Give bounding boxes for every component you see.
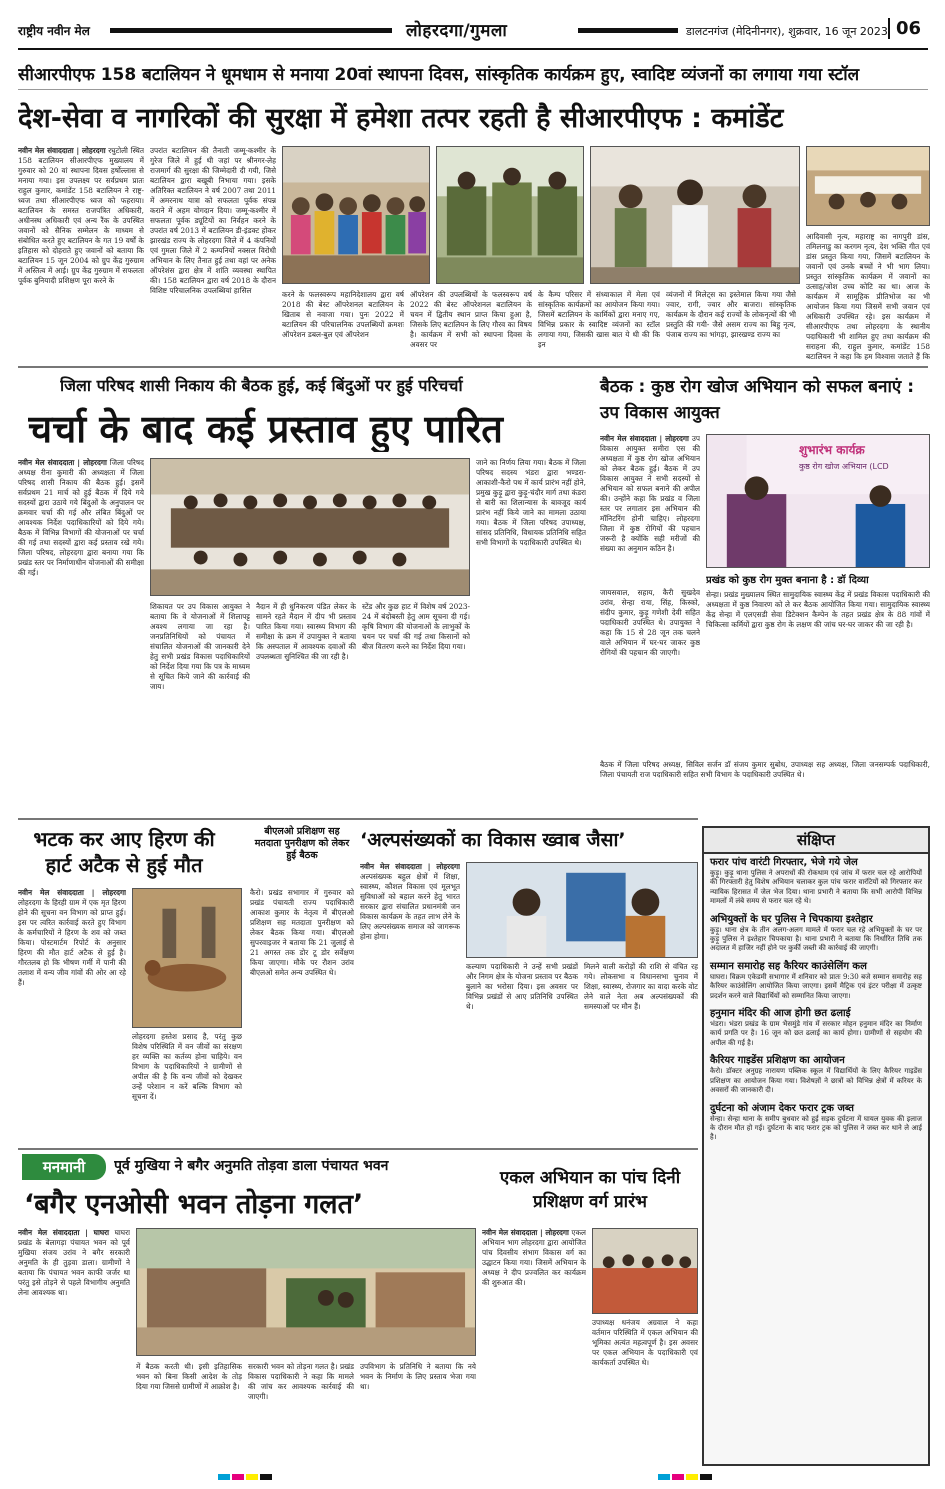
registration-swatch bbox=[672, 1474, 684, 1480]
story8-column: उपाध्यक्ष धनंजय अग्रवाल ने कहा वर्तमान परिस्थिति में एकल अभियान की भूमिका अत्यंत महत्वपूर्ण है। इस अवसर पर एकल अभियान के पदाधिकारी एवं कार्यकर्ता उपस्थित थे। bbox=[592, 1318, 698, 1367]
story7-dateline: नवीन मेल संवाददाता | घाघरा bbox=[18, 1228, 110, 1237]
training-group-photo bbox=[592, 1228, 698, 1314]
story8-headline: एकल अभियान का पांच दिनी प्रशिक्षण वर्ग प्रारंभ bbox=[499, 1168, 681, 1212]
registration-swatch bbox=[686, 1474, 698, 1480]
story2-column: स्टेंड और कुछ हाट में विशेष वर्ष 2023-24 में बंदोबस्ती हेतु आम सूचना दी गई। कृषि विभाग की योजनाओं के लाभुकों के चयन पर चर्चा की गई तथा किसानों को बीज वितरण करने का निर्देश दिया गया। bbox=[362, 602, 470, 651]
story1-caption: ऑपरेशन की उपलब्धियों के फलस्वरूप वर्ष 2022 की बेस्ट ऑपरेशनल बटालियन के चयन में द्वितीय स्थान प्राप्त किया हुआ है, जिसके लिए बटालियन के लिए गौरव का विषय है। कार्यक्रम में सभी को स्थापना दिवस के अवसर पर bbox=[410, 290, 532, 349]
story7-column: सरकारी भवन को तोड़ना गलत है। प्रखंड विकास पदाधिकारी ने कहा कि मामले की जांच कर आवश्यक कार्रवाई की जाएगी। bbox=[248, 1362, 354, 1401]
photo-banner-subtext: कुष्ठ रोग खोज अभियान (LCD bbox=[799, 462, 889, 471]
brief-headline: कैरियर गाइडेंस प्रशिक्षण का आयोजन bbox=[710, 1055, 845, 1067]
story7-column: में बैठक करती थी। इसी इतिहासिक भवन को बिना किसी आदेश के तोड़ दिया गया जिससे ग्रामीणों में आक्रोश है। bbox=[136, 1362, 242, 1391]
story2-headline: चर्चा के बाद कई प्रस्ताव हुए पारित bbox=[28, 407, 503, 451]
story1-dateline: नवीन मेल संवाददाता | लोहरदगा bbox=[18, 146, 106, 155]
story6-dateline: नवीन मेल संवाददाता | लोहरदगा bbox=[360, 862, 460, 871]
masthead-rule bbox=[110, 28, 392, 33]
story6-headline: ‘अल्पसंख्यकों का विकास ख्वाब जैसा’ bbox=[360, 829, 626, 851]
story3-dateline: नवीन मेल संवाददाता | लोहरदगा bbox=[600, 434, 689, 443]
story6-column: मिलने वाली करोड़ों की राशि से वंचित रह गये। लोकसभा व विधानसभा चुनाव में शिक्षा, स्वास्थ्य, रोजगार का वादा करके वोट लेने वाले नेता अब अल्पसंख्यकों की समस्याओं पर मौन हैं। bbox=[584, 962, 698, 1011]
story8-dateline: नवीन मेल संवाददाता | लोहरदगा bbox=[482, 1228, 569, 1237]
story2-text: जिला परिषद अध्यक्ष रीना कुमारी की अध्यक्षता में जिला परिषद शासी निकाय की बैठक हुई। इसमें सर्वप्रथम 21 मार्च को हुई बैठक में दिये गये सदस्यों द्वारा उठाये गये बिंदुओं के अनुपालन पर क्रमवार चर्चा की गई और लंबित बिंदुओं पर आवश्यक निर्देश पदाधिकारियों को दिये गये। बैठक में विभिन्न विभागों की योजनाओं पर चर्चा की गई तथा सदस्यों द्वारा कई प्रस्ताव रखे गये। जिला परिषद, लोहरदगा द्वारा बनाया गया कि प्रखंड स्तर पर निर्माणाधीन योजनाओं की समीक्षा की गई। bbox=[18, 458, 144, 577]
story6-text: अल्पसंख्यक बहुल क्षेत्रों में शिक्षा, स्वास्थ्य, कौशल विकास एवं मूलभूत सुविधाओं को बहाल करने हेतु भारत सरकार द्वारा संचालित प्रधानमंत्री जन विकास कार्यक्रम के तहत लाभ लेने के लिए अल्पसंख्यक समाज को जागरूक होना होगा। bbox=[360, 872, 460, 941]
registration-swatch bbox=[232, 1474, 244, 1480]
registration-swatch bbox=[700, 1474, 712, 1480]
photo-banner-text: शुभारंभ कार्यक्र bbox=[799, 443, 865, 457]
brief-item bbox=[704, 911, 928, 958]
registration-swatch bbox=[218, 1474, 230, 1480]
leprosy-campaign-photo bbox=[706, 434, 930, 568]
story1-caption: व्यंजनों में मिलेट्स का इस्तेमाल किया गया जैसे ज्वार, रागी, ज्वार और बाजरा। सांस्कृतिक कार्यक्रम के दौरान कई राज्यों के लोकनृत्यों की भी प्रस्तुति की गयी- जैसे असम राज्य का बिहु नृत्य, पंजाब राज्य का भांगड़ा, झारखण्ड राज्य का bbox=[666, 290, 796, 339]
brief-headline: दुर्घटना को अंजाम देकर फरार ट्रक जब्त bbox=[710, 1102, 855, 1114]
briefs-title: संक्षिप्त bbox=[704, 828, 928, 854]
story4-dateline: नवीन मेल संवाददाता | लोहरदगा bbox=[18, 888, 126, 897]
dead-deer-photo bbox=[132, 888, 242, 1028]
page-number: 06 bbox=[888, 18, 921, 39]
story8-column bbox=[482, 1228, 586, 1464]
story3-headline: बैठक : कुष्ठ रोग खोज अभियान को सफल बनाएं : उप विकास आयुक्त bbox=[600, 377, 914, 423]
meeting-hall-photo bbox=[150, 458, 470, 596]
story8-text: एकल अभियान भाग लोहरदगा द्वारा आयोजित पांच दिवसीय संभाग विकास वर्ग का उद्घाटन किया गया। जिसमें अभियान के अध्यक्ष ने दीप प्रज्वलित कर कार्यक्रम की शुरुआत की। bbox=[482, 1228, 586, 1287]
story7-headline: ‘बगैर एनओसी भवन तोड़ना गलत’ bbox=[24, 1189, 364, 1220]
brief-headline: अभियुक्तों के घर पुलिस ने चिपकाया इश्तेहार bbox=[710, 913, 873, 925]
minority-meeting-photo bbox=[466, 862, 698, 958]
story2-column bbox=[18, 458, 144, 814]
story7-column: उपविभाग के प्रतिनिधि ने बताया कि नये भवन के निर्माण के लिए प्रस्ताव भेजा गया था। bbox=[360, 1362, 476, 1391]
story1-text: रघुटोली स्थित 158 बटालियन सीआरपीएफ मुख्यालय में गुरुवार को 20 वां स्थापना दिवस हर्षोल्लास से मनाया गया। इस उपलक्ष्य पर सर्वप्रथम प्रातः राहुल कुमार, कमांडेंट 158 बटालियन ने राष्ट्र-ध्वज तथा सीआरपीएफ ध्वज को फहराया। बटालियन के समस्त राजपत्रित अधिकारी, अधीनस्थ अधिकारी एवं अन्य रैंक के उपस्थित जवानों को सैनिक सम्मेलन के माध्यम से संबोधित करते हुए बटालियन के गत 19 वर्षों के इतिहास को दोहराते हुए जवानों को बताया कि बटालियन 15 जून 2004 को ग्रुप केंद्र गुरुग्राम में अस्तित्व में आई। ग्रुप केंद्र गुरुग्राम में सफलता पूर्वक बुनियादी प्रशिक्षण पूरा करने के bbox=[18, 146, 144, 285]
story1-column: आदिवासी नृत्य, महाराष्ट्र का नागपुरी डांस, तमिलनाडु का करगम नृत्य, देश भक्ति गीत एवं डांस प्रस्तुत किया गया, जिसमें बटालियन के जवानों एवं उनके बच्चों ने भी भाग लिया। प्रस्तुत सांस्कृतिक कार्यक्रम में जवानों का उत्साह/जोश उच्च कोटि का था। आज के कार्यक्रम में सामूहिक प्रीतिभोज का भी आयोजन किया गया जिसमें सभी जवान एवं अधिकारी उपस्थित रहे। इस कार्यक्रम में सीआरपीएफ तथा लोहरदगा के स्थानीय पदाधिकारी भी शामिल हुए तथा कार्यक्रम की सराहना की, राहुल कुमार, कमांडेंट 158 बटालियन ने कहा कि हम विश्वास जताते हैं कि bbox=[806, 232, 930, 361]
brief-item bbox=[704, 958, 928, 1005]
story7-tag: मनमानी bbox=[22, 1154, 106, 1180]
story4-text: लोहरदगा के हिरही ग्राम में एक मृत हिरण होने की सूचना वन विभाग को प्राप्त हुई। इस पर त्वरित कार्रवाई करते हुए विभाग के कर्मचारियों ने हिरण के शव को जब्त किया। पोस्टमार्टम रिपोर्ट के अनुसार हिरण की मौत हार्ट अटैक से हुई है। गौरतलब हो कि भीषण गर्मी में पानी की तलाश में वन्य जीव गांवों की ओर आ रहे हैं। bbox=[18, 898, 126, 987]
registration-swatch bbox=[260, 1474, 272, 1480]
story2-dateline: नवीन मेल संवाददाता | लोहरदगा bbox=[18, 458, 107, 467]
brief-headline: फरार पांच वारंटी गिरफ्तार, भेजे गये जेल bbox=[710, 857, 858, 868]
masthead bbox=[18, 14, 928, 50]
story4-headline: भटक कर आए हिरण की हार्ट अटैक से हुई मौत bbox=[33, 827, 215, 877]
story5-headline: बीएलओ प्रशिक्षण सह मतदाता पुनरीक्षण को लेकर हुई बैठक bbox=[254, 826, 350, 861]
story2-column: नैदान में ही धुनिकरण पंडित लेकर के सामने रहते मैदान में दीप भी प्रस्ताव पारित किया गया। स्वास्थ्य विभाग की समीक्षा के क्रम में उपायुक्त ने बताया कि अस्पताल में आवश्यक दवाओं की उपलब्धता सुनिश्चित की जा रही है। bbox=[256, 602, 356, 661]
demolished-building-photo bbox=[136, 1228, 476, 1356]
story1-caption: करने के फलस्वरूप महानिदेशालय द्वारा वर्ष 2018 की बेस्ट ऑपरेशनल बटालियन के खिताब से नवाजा गया। पुनः 2022 में बटालियन की परिचालनिक उपलब्धियों क्रमशः ऑपरेशन डबल-बुल एवं ऑपरेशन bbox=[282, 290, 404, 339]
story4-column: लोहरदगा हस्तेश प्रसाद है, परंतु कुछ विशेष परिस्थिति में वन जीवों का संरक्षण हर व्यक्ति का कर्तव्य होना चाहिये। वन विभाग के पदाधिकारियों ने ग्रामीणों से अपील की है कि वन्य जीवों को देखकर उन्हें परेशान न करें बल्कि विभाग को सूचना दें। bbox=[132, 1032, 242, 1101]
story3-subtext: सेन्हा। प्रखंड मुख्यालय स्थित सामुदायिक स्वास्थ्य केंद्र में प्रखंड विकास पदाधिकारी की अध्यक्षता में कुष्ठ निवारण को ले कर बैठक आयोजित किया गया। सामुदायिक स्वास्थ्य केंद्र सेन्हा में एलएसडी सेवा डिटेक्शन कैम्पेन के तहत प्रखंड क्षेत्र के 88 गांवों में चिकित्सा कर्मियों द्वारा कुष्ठ रोग के लक्षण की जांच घर-घर जाकर की जा रही है। bbox=[706, 590, 930, 629]
masthead-rule bbox=[578, 28, 678, 33]
story1-column: उपरांत बटालियन की तैनाती जम्मू-कश्मीर के गुरेज जिले में हुई थी जहां पर श्रीनगर-लेह राजमार्ग की सुरक्षा की जिम्मेदारी दी गयी, जिसे बटालियन द्वारा बखूबी निभाया गया। इसके अतिरिक्त बटालियन ने वर्ष 2007 तथा 2011 में अमरनाथ यात्रा को सफलता पूर्वक संपन्न कराने में अहम योगदान दिया। जम्मू-कश्मीर में सफलता पूर्वक ड्यूटियों का निर्वहन करने के उपरांत वर्ष 2013 में बटालियन डी-इंडक्ट होकर झारखंड राज्य के लोहरदगा जिले में 4 कंपनियों एवं गुमला जिले में 2 कम्पनियों नक्सल विरोधी अभियान के लिए तैनात हुई तथा वहां पर अनेक ऑपरेशंस द्वारा क्षेत्र में शांति व्यवस्था स्थापित की। 158 बटालियन द्वारा वर्ष 2018 के दौरान विशिष्ट परिचालनिक उपलब्धियां हासिल bbox=[150, 146, 276, 295]
story5-column: कैरो। प्रखंड सभागार में गुरुवार को प्रखंड पंचायती राज्य पदाधिकारी आकाश कुमार के नेतृत्व में बीएलओ प्रशिक्षण सह मतदाता पुनरीक्षण को लेकर बैठक किया गया। बीएलओ सुपरवाइजर ने बताया कि 21 जुलाई से 21 अगस्त तक डोर टू डोर सर्वेक्षण किया जाएगा। मौके पर रौशन उरांव बीएलओ समेत अन्य उपस्थित थे। bbox=[250, 888, 354, 977]
brief-text: कुड़ू। थाना क्षेत्र के तीन अलग-अलग मामले में फरार चल रहे अभियुक्तों के घर पर कुड़ू पुलिस ने इश्तेहार चिपकाया है। थाना प्रभारी ने बताया कि निर्धारित तिथि तक अदालत में हाजिर नहीं होने पर कुर्की जब्ती की कार्रवाई की जाएगी। bbox=[710, 925, 922, 953]
story3-text: उप विकास आयुक्त समीरा एस की अध्यक्षता में कुष्ठ रोग खोज अभियान को लेकर बैठक हुई। बैठक में उप विकास आयुक्त ने सभी सदस्यों से अभियान को सफल बनाने की अपील की। उन्होंने कहा कि प्रखंड व जिला स्तर पर लगातार इस अभियान की मॉनिटरिंग होनी चाहिए। लोहरदगा जिला में कुष्ठ रोगियों की पहचान जरूरी है क्योंकि सही मरीजों की संख्या का अनुमान कठिन है। bbox=[600, 434, 700, 553]
story1-column bbox=[18, 146, 144, 332]
footer-color-bar bbox=[18, 1474, 928, 1480]
story6-column: कल्याण पदाधिकारी ने उन्हें सभी प्रखंडों और निगम क्षेत्र के योजना प्रस्ताव पर बैठक बुलाने का भरोसा दिया। इस अवसर पर विभिन्न प्रखंडों से आए प्रतिनिधि उपस्थित थे। bbox=[466, 962, 578, 1011]
brief-text: सेन्हा। सेन्हा थाना के समीप बुधवार को हुई सड़क दुर्घटना में घायल युवक की इलाज के दौरान मौत हो गई। दुर्घटना के बाद फरार ट्रक को पुलिस ने जब्त कर थाने ले आई है। bbox=[710, 1114, 922, 1142]
story2-column: शिकायत पर उप विकास आयुक्त ने बताया कि वे योजनाओं में शिलापट्ट अवश्य लगाया जा रहा है। जनप्रतिनिधियों को पंचायत में संचालित योजनाओं की जानकारी देने हेतु सभी प्रखंड विकास पदाधिकारियों को निर्देश दिया गया कि पत्र के माध्यम से सूचित किये जाने की कार्रवाई की जाय। bbox=[150, 602, 250, 691]
registration-swatch bbox=[246, 1474, 258, 1480]
story3-footer-text: बैठक में जिला परिषद अध्यक्ष, सिविल सर्जन डॉ संजय कुमार सुबोध, उपाध्यक्ष सह अध्यक्ष, जिला जनसम्पर्क पदाधिकारी, जिला पंचायती राज पदाधिकारी सहित सभी विभाग के पदाधिकारी उपस्थित थे। bbox=[600, 760, 930, 779]
brief-item bbox=[704, 1005, 928, 1052]
story1-headline: देश-सेवा व नागरिकों की सुरक्षा में हमेशा तत्पर रहती है सीआरपीएफ : कमांडेंट bbox=[18, 103, 784, 134]
brief-text: कुड़ू। कुड़ू थाना पुलिस ने अपराधों की रोकथाम एवं जांच में फरार चल रहे आरोपियों की गिरफ्तारी हेतु विशेष अभियान चलाकर कुल पांच फरार वारंटियों को गिरफ्तार कर न्यायिक हिरासत में जेल भेज दिया। थाना प्रभारी ने बताया कि सभी आरोपी विभिन्न मामलों में लंबे समय से फरार चल रहे थे। bbox=[710, 869, 922, 906]
section-divider bbox=[18, 818, 698, 820]
crpf-parade-photo bbox=[436, 146, 584, 284]
crpf-commandant-photo bbox=[590, 146, 800, 284]
edition-date: डालटनगंज (मेदिनीनगर), शुक्रवार, 16 जून 2023 bbox=[686, 25, 888, 38]
crpf-event-photo bbox=[282, 146, 430, 284]
story3-column: जायसवाल, सहाय, कैरी सुखदेव उरांव, सेन्हा राया, सिंह, किस्को, संदीप कुमार, कुड़ू गणेशी देवी सहित पदाधिकारी उपस्थित थे। उपायुक्त ने कहा कि 15 से 28 जून तक चलने वाले अभियान में घर-घर जाकर कुष्ठ रोगियों की पहचान की जाएगी। bbox=[600, 588, 700, 657]
newspaper-brand: राष्ट्रीय नवीन मेल bbox=[18, 24, 90, 38]
brief-text: भंडरा। भंडरा प्रखंड के ग्राम भैसमुंडे गांव में सरकार मोहन हनुमान मंदिर का निर्माण कार्य प्रगति पर है। 16 जून को छत ढलाई का कार्य होगा। ग्रामीणों से सहयोग की अपील की गई है। bbox=[710, 1020, 922, 1047]
brief-item bbox=[704, 854, 928, 911]
briefs-panel bbox=[702, 826, 930, 1466]
brief-headline: सम्मान समारोह सह कैरियर काउंसेलिंग कल bbox=[710, 960, 867, 972]
story7-text: घाघरा प्रखंड के बेलागड़ा पंचायत भवन को पूर्व मुखिया संजय उरांव ने बगैर सरकारी अनुमति के ही तुड़वा डाला। ग्रामीणों ने बताया कि पंचायत भवन काफी जर्जर था परंतु इसे तोड़ने से पहले विभागीय अनुमति लेना आवश्यक था। bbox=[18, 1228, 130, 1297]
story1-caption: के कैम्प परिसर में संध्याकाल में मेला एवं सांस्कृतिक कार्यक्रमों का आयोजन किया गया। जिसमें बटालियन के कार्मिकों द्वारा मनाए गए, विभिन्न प्रकार के स्वादिष्ट व्यंजनों का स्टॉल लगाया गया, जिसकी खास बात ये थी की कि इन bbox=[538, 290, 660, 349]
story7-kicker: पूर्व मुखिया ने बगैर अनुमति तोड़वा डाला पंचायत भवन bbox=[114, 1158, 389, 1174]
story3-column bbox=[600, 434, 700, 584]
story1-kicker: सीआरपीएफ 158 बटालियन ने धूमधाम से मनाया 20वां स्थापना दिवस, सांस्कृतिक कार्यक्रम हुए, स्वादिष्ट व्यंजनों का लगाया गया स्टॉल bbox=[18, 62, 928, 90]
section-divider bbox=[18, 366, 928, 368]
story3-subheadline: प्रखंड को कुष्ठ रोग मुक्त बनाना है : डॉ दिव्या bbox=[706, 575, 869, 586]
section-title: लोहरदगा/गुमला bbox=[406, 21, 508, 41]
brief-item bbox=[704, 1052, 928, 1099]
story2-kicker: जिला परिषद शासी निकाय की बैठक हुई, कई बिंदुओं पर हुई परिचर्चा bbox=[60, 376, 463, 395]
brief-item bbox=[704, 1100, 928, 1147]
story7-column bbox=[18, 1228, 130, 1464]
section-divider bbox=[18, 1148, 698, 1150]
brief-text: कैरो। डॉक्टर अनुग्रह नारायण पब्लिक स्कूल में विद्यार्थियों के लिए कैरियर गाइडेंस प्रशिक्षण का आयोजन किया गया। विशेषज्ञों ने छात्रों को विभिन्न क्षेत्रों में करियर के अवसरों की जानकारी दी। bbox=[710, 1067, 922, 1095]
story2-column: जाने का निर्णय लिया गया। बैठक में जिला परिषद सदस्य भंडरा द्वारा भण्डरा-आकाशी-कैरो पथ में कार्य प्रारंभ नहीं होने, प्रमुख कुड़ू द्वारा कुड़ू-चंदौर मार्ग तथा कंडरा से बारी का शिलान्यास के बावजूद कार्य प्रारंभ नहीं किये जाने का मामला उठाया गया। बैठक में जिला परिषद उपाध्यक्ष, सांसद प्रतिनिधि, विधायक प्रतिनिधि सहित सभी विभागों के पदाधिकारी उपस्थित थे। bbox=[476, 458, 586, 547]
crpf-stall-photo bbox=[806, 146, 930, 226]
brief-text: घाघरा। विक्रम एकेडमी सभागार में शनिवार को प्रातः 9:30 बजे सम्मान समारोह सह कैरियर काउंसेलिंग आयोजित किया जाएगा। इसमें मैट्रिक एवं इंटर परीक्षा में उत्कृष्ट प्रदर्शन करने वाले विद्यार्थियों को सम्मानित किया जाएगा। bbox=[710, 972, 922, 1000]
registration-swatch bbox=[658, 1474, 670, 1480]
brief-headline: हनुमान मंदिर की आज होगी छत ढलाई bbox=[710, 1008, 851, 1020]
story6-column bbox=[360, 862, 460, 1144]
story4-column bbox=[18, 888, 126, 1144]
